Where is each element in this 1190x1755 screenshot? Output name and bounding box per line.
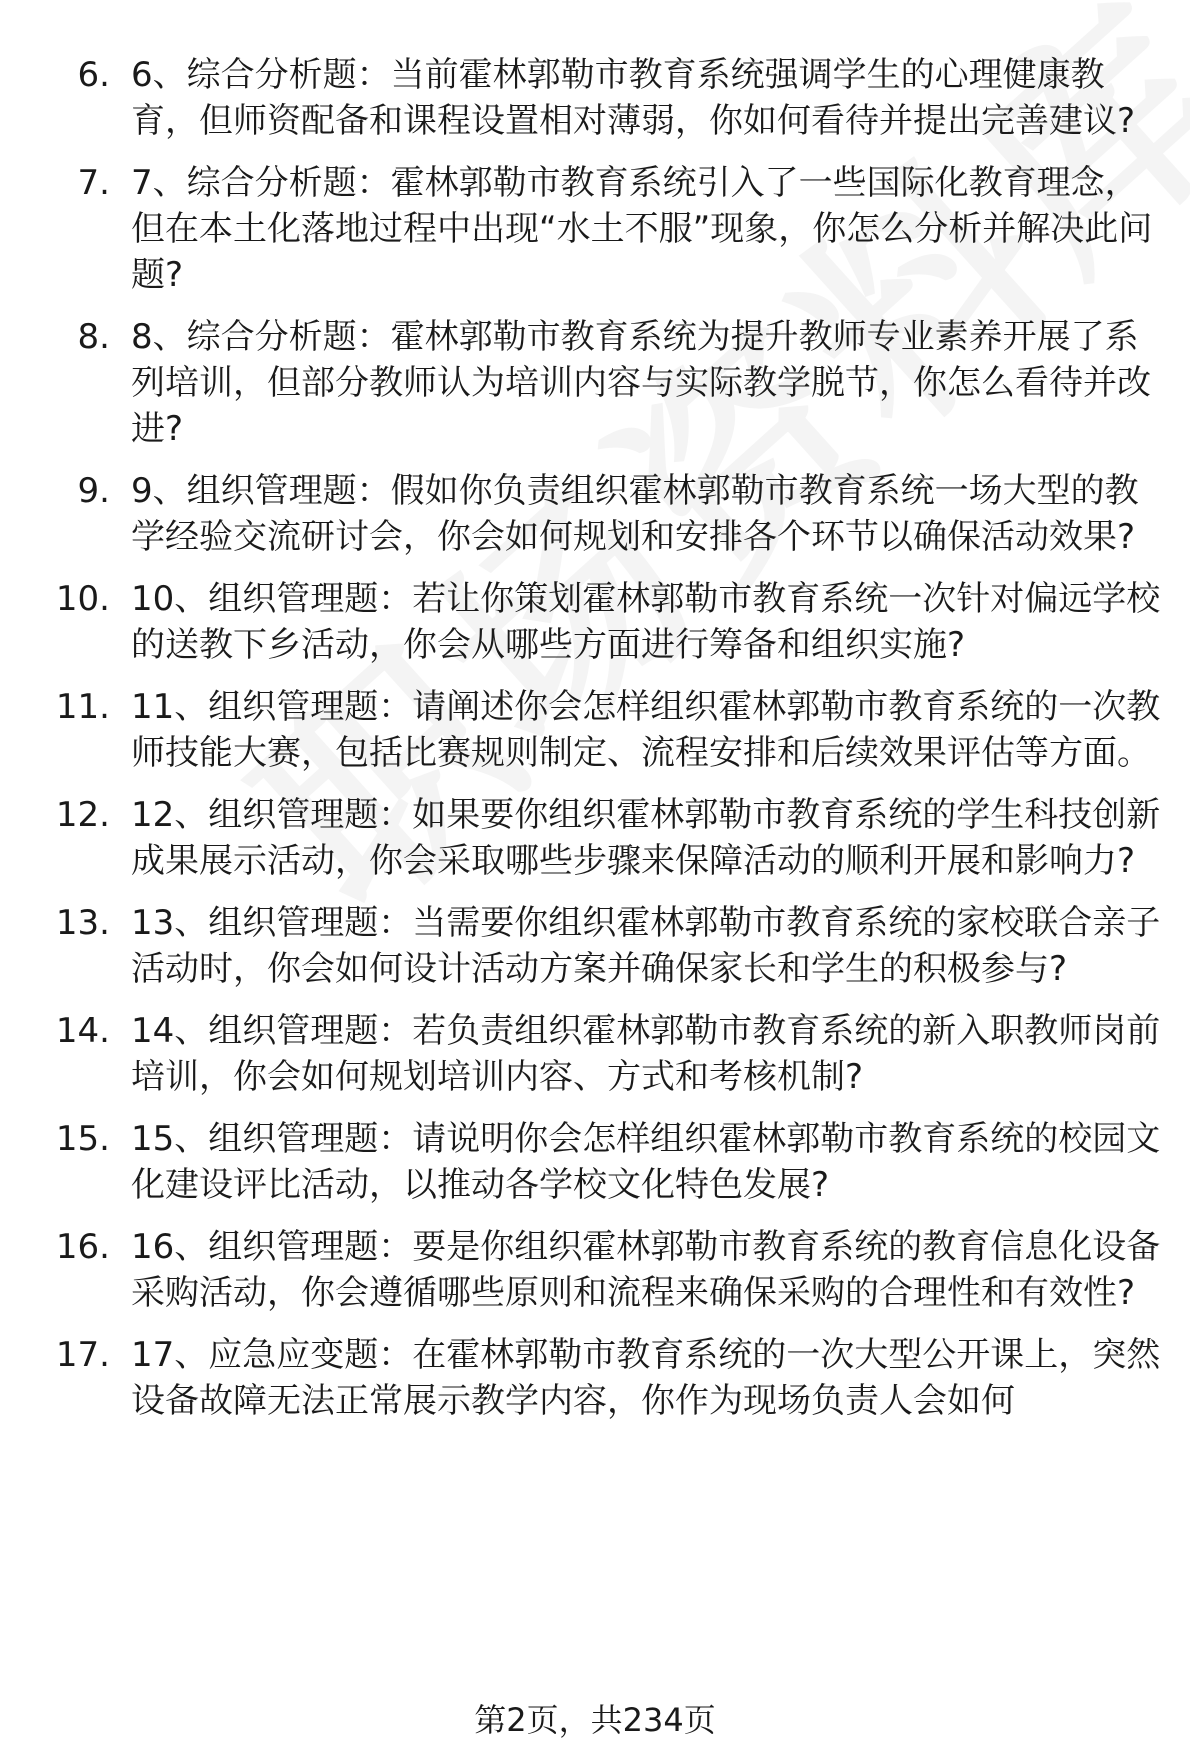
item-number: 8. bbox=[77, 317, 110, 357]
list-item bbox=[0, 52, 1190, 144]
item-number: 13. bbox=[55, 903, 110, 943]
list-item bbox=[0, 160, 1190, 298]
item-text: 10、组织管理题：若让你策划霍林郭勒市教育系统一次针对偏远学校的送教下乡活动，你会从哪些方面进行筹备和组织实施? bbox=[131, 579, 1161, 665]
list-item bbox=[0, 1332, 1190, 1424]
list-item bbox=[0, 314, 1190, 452]
item-number: 10. bbox=[55, 579, 110, 619]
item-number: 9. bbox=[77, 471, 110, 511]
item-text: 8、综合分析题：霍林郭勒市教育系统为提升教师专业素养开展了系列培训，但部分教师认为培训内容与实际教学脱节，你怎么看待并改进? bbox=[131, 317, 1151, 449]
list-item bbox=[0, 900, 1190, 992]
item-number: 6. bbox=[77, 55, 110, 95]
item-text: 11、组织管理题：请阐述你会怎样组织霍林郭勒市教育系统的一次教师技能大赛，包括比赛规则制定、流程安排和后续效果评估等方面。 bbox=[131, 687, 1161, 773]
question-list bbox=[0, 52, 1190, 1440]
page-footer: 第2页，共234页 bbox=[474, 1701, 716, 1739]
item-number: 17. bbox=[55, 1335, 110, 1375]
list-item bbox=[0, 576, 1190, 668]
item-text: 16、组织管理题：要是你组织霍林郭勒市教育系统的教育信息化设备采购活动，你会遵循哪些原则和流程来确保采购的合理性和有效性? bbox=[131, 1227, 1161, 1313]
list-item bbox=[0, 792, 1190, 884]
list-item bbox=[0, 468, 1190, 560]
item-number: 15. bbox=[55, 1119, 110, 1159]
list-item bbox=[0, 1008, 1190, 1100]
item-text: 7、综合分析题：霍林郭勒市教育系统引入了一些国际化教育理念，但在本土化落地过程中出现“水土不服”现象，你怎么分析并解决此问题? bbox=[131, 163, 1153, 295]
item-text: 15、组织管理题：请说明你会怎样组织霍林郭勒市教育系统的校园文化建设评比活动，以推动各学校文化特色发展? bbox=[131, 1119, 1161, 1205]
list-item bbox=[0, 684, 1190, 776]
item-text: 17、应急应变题：在霍林郭勒市教育系统的一次大型公开课上，突然设备故障无法正常展示教学内容，你作为现场负责人会如何 bbox=[131, 1335, 1161, 1421]
item-number: 12. bbox=[55, 795, 110, 835]
list-item bbox=[0, 1116, 1190, 1208]
item-number: 16. bbox=[55, 1227, 110, 1267]
item-text: 13、组织管理题：当需要你组织霍林郭勒市教育系统的家校联合亲子活动时，你会如何设计活动方案并确保家长和学生的积极参与? bbox=[131, 903, 1161, 989]
item-number: 7. bbox=[77, 163, 110, 203]
item-number: 11. bbox=[55, 687, 110, 727]
item-text: 12、组织管理题：如果要你组织霍林郭勒市教育系统的学生科技创新成果展示活动，你会采取哪些步骤来保障活动的顺利开展和影响力? bbox=[131, 795, 1161, 881]
list-item bbox=[0, 1224, 1190, 1316]
item-text: 14、组织管理题：若负责组织霍林郭勒市教育系统的新入职教师岗前培训，你会如何规划培训内容、方式和考核机制? bbox=[131, 1011, 1161, 1097]
item-text: 9、组织管理题：假如你负责组织霍林郭勒市教育系统一场大型的教学经验交流研讨会，你会如何规划和安排各个环节以确保活动效果? bbox=[131, 471, 1139, 557]
item-number: 14. bbox=[55, 1011, 110, 1051]
item-text: 6、综合分析题：当前霍林郭勒市教育系统强调学生的心理健康教育，但师资配备和课程设置相对薄弱，你如何看待并提出完善建议? bbox=[131, 55, 1136, 141]
